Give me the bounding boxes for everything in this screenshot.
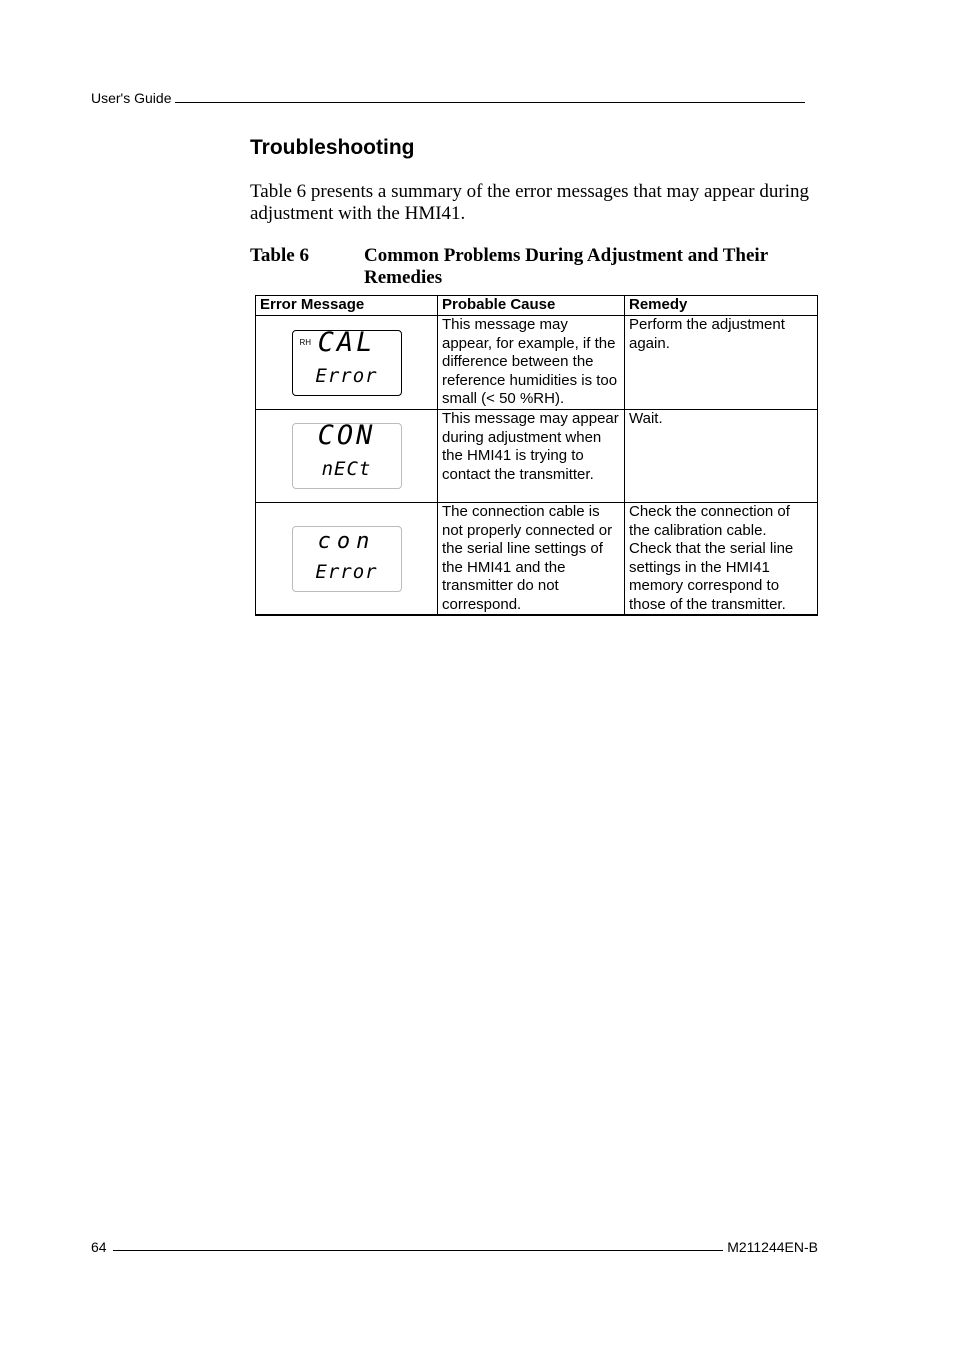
error-table [255,295,818,616]
lcd-line2: Error [315,364,378,387]
table-row [256,410,818,503]
cause-cell: This message may appear during adjustment when the HMI41 is trying to contact the transmitter. [438,410,625,503]
table-caption [250,245,784,289]
table-header-row [256,296,818,316]
caption-number: Table 6 [250,245,309,266]
header-text: User's Guide [91,90,172,106]
document-id: M211244EN-B [727,1239,818,1255]
lcd-line2: nECt [321,458,372,480]
lcd-display [292,326,402,396]
error-display-cell [256,316,438,410]
col-header: Remedy [625,296,818,316]
cause-cell: The connection cable is not properly connected or the serial line settings of the HMI41 and the transmitter do not correspond. [438,503,625,616]
remedy-cell: Check the connection of the calibration cable. Check that the serial line settings in the HMI41 memory correspond to those of the transmitter. [625,503,818,616]
lcd-line1: con [317,528,376,554]
col-header: Probable Cause [438,296,625,316]
lcd-line2: Error [315,560,378,583]
lcd-line1: CAL [317,326,376,358]
lcd-line1: CON [317,420,376,451]
caption-title: Common Problems During Adjustment and Their Remedies [364,245,768,288]
page-footer [91,1239,818,1255]
rh-indicator: RH [299,337,312,347]
intro-paragraph: Table 6 presents a summary of the error messages that may appear during adjustment with the HMI41. [250,181,809,224]
lcd-display [292,420,402,489]
remedy-cell: Wait. [625,410,818,503]
error-display-cell [256,503,438,616]
table-row [256,503,818,616]
table-row [256,316,818,410]
col-header: Error Message [256,296,438,316]
remedy-cell: Perform the adjustment again. [625,316,818,410]
lcd-display [292,526,402,592]
page-number: 64 [91,1239,107,1255]
error-display-cell [256,410,438,503]
section-title: Troubleshooting [250,136,415,159]
cause-cell: This message may appear, for example, if the difference between the reference humidities is too small (< 50 %RH). [438,316,625,410]
page-header [91,90,805,106]
